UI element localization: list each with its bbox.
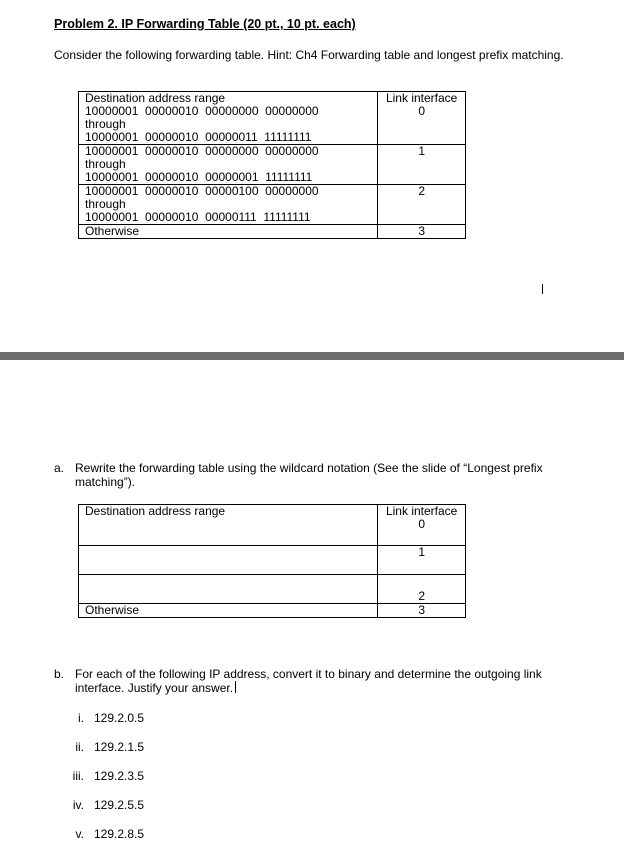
item-number: ii.	[75, 740, 84, 754]
item-number: iv.	[72, 798, 84, 812]
table-header-row	[79, 92, 466, 145]
part-b-question	[54, 667, 564, 695]
item-number: v.	[75, 827, 84, 841]
range-line: 10000001 00000010 00000100 00000000	[85, 184, 319, 198]
range-cell[interactable]	[79, 505, 378, 546]
table-header-row	[79, 505, 466, 546]
table-row	[79, 604, 466, 618]
range-line: through	[85, 117, 126, 131]
link-value: 2	[418, 589, 425, 603]
range-line: through	[85, 197, 126, 211]
list-item	[60, 769, 145, 783]
table-row	[79, 145, 466, 185]
ip-address: 129.2.1.5	[94, 740, 145, 754]
link-value: 0	[418, 517, 425, 531]
link-cell	[378, 92, 466, 145]
range-header: Destination address range	[85, 91, 226, 105]
range-header: Destination address range	[85, 504, 226, 518]
link-cell: 2	[378, 185, 466, 225]
item-number: iii.	[72, 769, 84, 783]
range-line: 10000001 00000010 00000000 00000000	[85, 144, 319, 158]
wildcard-table	[78, 504, 466, 618]
list-item	[60, 798, 145, 812]
link-cell: 3	[378, 225, 466, 239]
otherwise-label: Otherwise	[85, 603, 140, 617]
range-line: through	[85, 157, 126, 171]
range-cell	[79, 145, 378, 185]
link-cell: 3	[378, 604, 466, 618]
problem-intro: Consider the following forwarding table. Hint: Ch4 Forwarding table and longest prefix matching.	[54, 48, 564, 62]
table-row	[79, 575, 466, 604]
table-row	[79, 546, 466, 575]
range-cell[interactable]	[79, 546, 378, 575]
link-header: Link interface	[385, 504, 458, 518]
link-value: 0	[418, 104, 425, 118]
ip-address: 129.2.0.5	[94, 711, 145, 725]
ip-address: 129.2.3.5	[94, 769, 145, 783]
link-cell: 1	[378, 145, 466, 185]
range-cell[interactable]	[79, 575, 378, 604]
range-line: 10000001 00000010 00000011 11111111	[85, 130, 312, 144]
part-a-question	[54, 461, 564, 489]
ip-address: 129.2.8.5	[94, 827, 145, 841]
table-row	[79, 185, 466, 225]
ip-address: 129.2.5.5	[94, 798, 145, 812]
text-cursor-icon	[235, 681, 236, 693]
list-item	[60, 827, 145, 841]
text-cursor-icon	[542, 284, 543, 294]
range-line: Otherwise	[85, 224, 140, 238]
range-line: 10000001 00000010 00000000 00000000	[85, 104, 319, 118]
range-cell	[79, 185, 378, 225]
page-divider	[0, 352, 624, 360]
link-cell	[378, 575, 466, 604]
link-cell	[378, 505, 466, 546]
link-cell: 1	[378, 546, 466, 575]
forwarding-table	[78, 91, 466, 239]
range-cell	[79, 225, 378, 239]
range-line: 10000001 00000010 00000001 11111111	[85, 170, 313, 184]
range-line: 10000001 00000010 00000111 11111111	[85, 210, 311, 224]
link-header: Link interface	[385, 91, 458, 105]
part-b-text	[75, 667, 564, 695]
range-cell	[79, 92, 378, 145]
part-a-label: a.	[54, 461, 65, 475]
range-cell	[79, 604, 378, 618]
list-item	[60, 740, 145, 754]
item-number: i.	[78, 711, 84, 725]
problem-title: Problem 2. IP Forwarding Table (20 pt., 10 pt. each)	[54, 17, 356, 31]
table-row	[79, 225, 466, 239]
part-b-label: b.	[54, 667, 65, 681]
part-a-text: Rewrite the forwarding table using the wildcard notation (See the slide of “Longest prefix matching”).	[75, 461, 543, 489]
list-item	[60, 711, 145, 725]
part-b-text-content: For each of the following IP address, convert it to binary and determine the outgoing link interface. Justify your answer.	[75, 667, 542, 695]
